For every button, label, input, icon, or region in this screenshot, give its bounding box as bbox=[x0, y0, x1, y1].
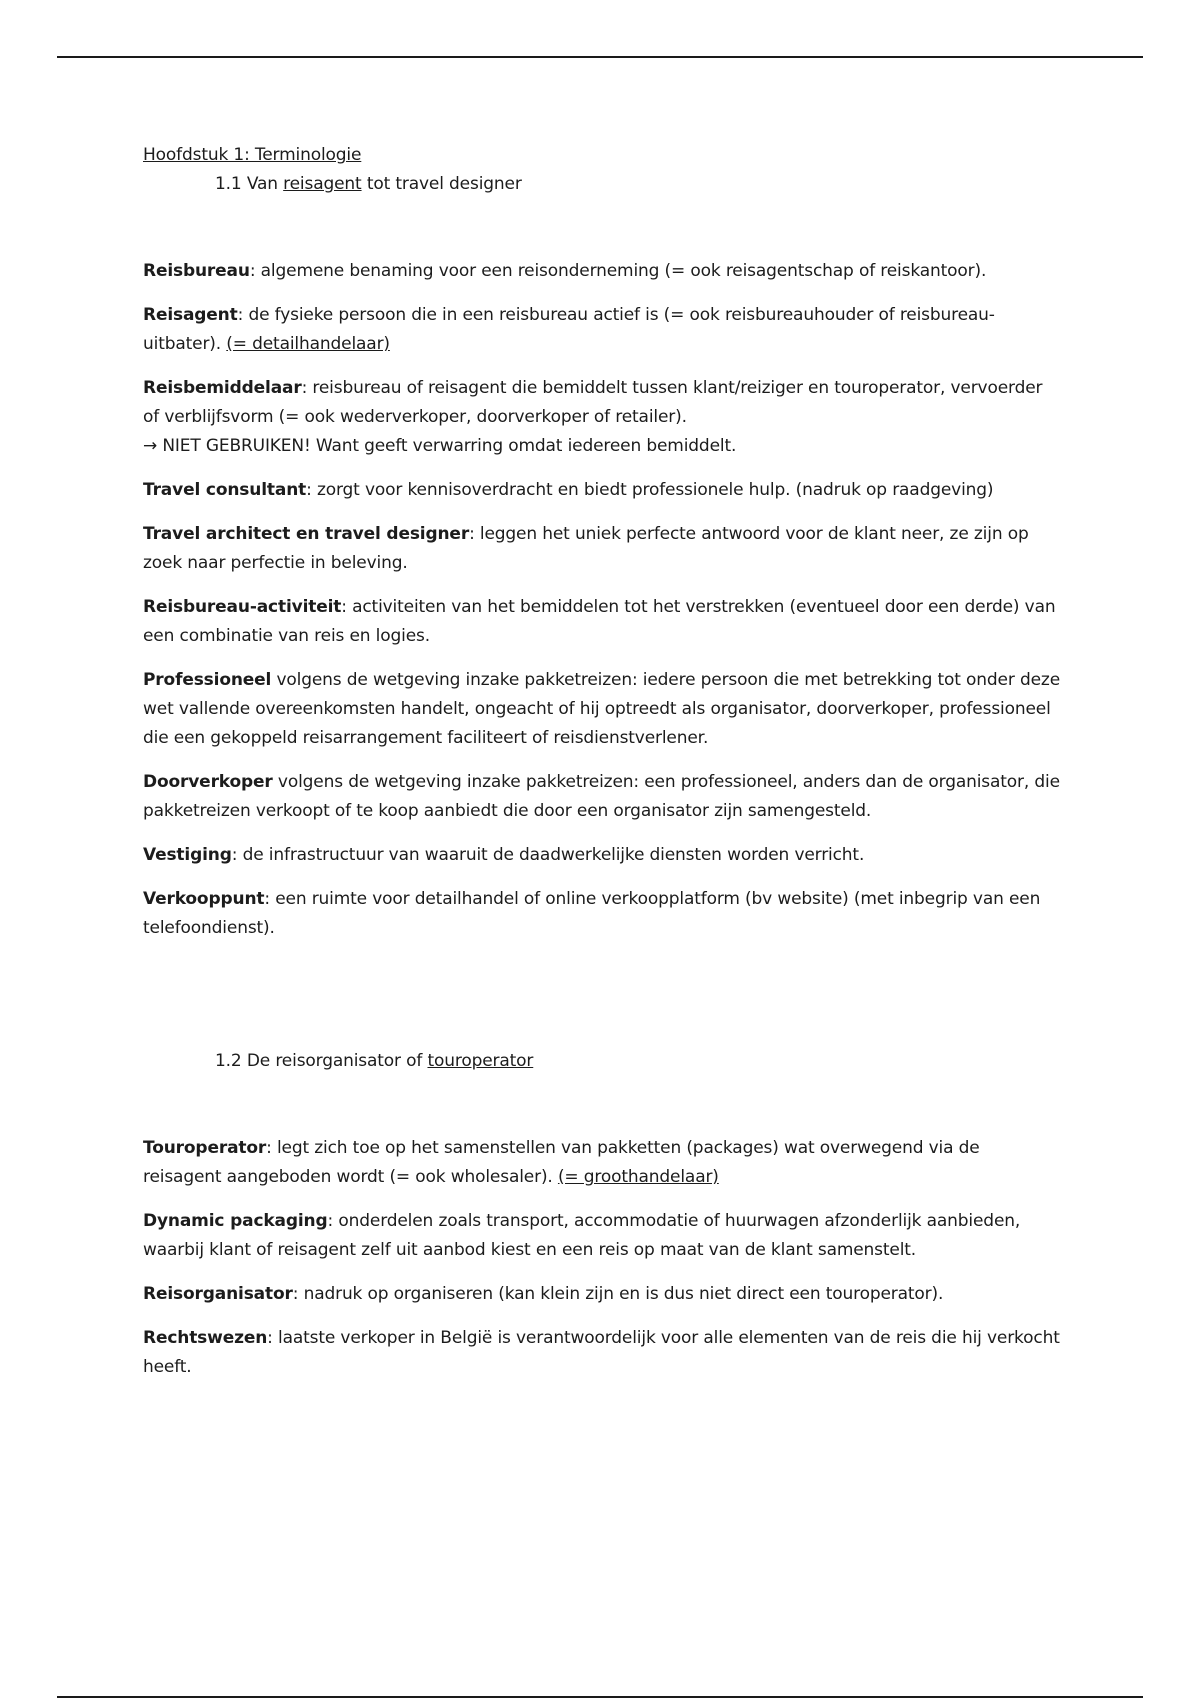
definition-term: Rechtswezen bbox=[143, 1328, 268, 1348]
definition-term: Travel consultant bbox=[143, 480, 307, 500]
definition-text: volgens de wetgeving inzake pakketreizen: een professioneel, anders dan de organisator, die pakketreizen verkoopt of te koop aanbiedt die door een organisator zijn samengesteld. bbox=[143, 772, 1060, 821]
definition-text: : zorgt voor kennisoverdracht en biedt professionele hulp. (nadruk op raadgeving) bbox=[306, 480, 994, 500]
section-spacer bbox=[143, 943, 1063, 1047]
definition-dynamic-packaging bbox=[143, 1207, 1063, 1265]
definition-reisorganisator bbox=[143, 1280, 1063, 1309]
section-number-text: 1.1 Van bbox=[215, 174, 284, 194]
definition-term: Reisagent bbox=[143, 305, 238, 325]
document-body bbox=[143, 141, 1063, 1382]
definition-vestiging bbox=[143, 841, 1063, 870]
definition-term: Travel architect en travel designer bbox=[143, 524, 470, 544]
definition-text: : activiteiten van het bemiddelen tot het verstrekken (eventueel door een derde) van een combinatie van reis en logies. bbox=[143, 597, 1056, 646]
definition-term: Reisorganisator bbox=[143, 1284, 293, 1304]
definition-text: : de infrastructuur van waaruit de daadwerkelijke diensten worden verricht. bbox=[231, 845, 865, 865]
definition-doorverkoper bbox=[143, 768, 1063, 826]
definition-rechtswezen bbox=[143, 1324, 1063, 1382]
definition-reisbureau bbox=[143, 257, 1063, 286]
section-heading-rest: tot travel designer bbox=[361, 174, 522, 194]
section-number-text: 1.2 De reisorganisator of bbox=[215, 1051, 428, 1071]
definition-professioneel bbox=[143, 666, 1063, 753]
footer-rule bbox=[57, 1696, 1143, 1698]
section-heading-1-1 bbox=[215, 170, 1063, 199]
header-rule bbox=[57, 56, 1143, 58]
definition-term: Doorverkoper bbox=[143, 772, 273, 792]
definition-verkooppunt bbox=[143, 885, 1063, 943]
definition-reisbureau-activiteit bbox=[143, 593, 1063, 651]
definition-warning-note: → NIET GEBRUIKEN! Want geeft verwarring omdat iedereen bemiddelt. bbox=[143, 436, 737, 456]
definition-text: : een ruimte voor detailhandel of online verkoopplatform (bv website) (met inbegrip van een telefoondienst). bbox=[143, 889, 1041, 938]
definition-text: : laatste verkoper in België is verantwoordelijk voor alle elementen van de reis die hij verkocht heeft. bbox=[143, 1328, 1060, 1377]
definition-term: Reisbureau-activiteit bbox=[143, 597, 342, 617]
definition-text: : reisbureau of reisagent die bemiddelt tussen klant/reiziger en touroperator, vervoerder of verblijfsvorm (= ook wederverkoper, doorverkoper of retailer). bbox=[143, 378, 1043, 427]
definition-text: : onderdelen zoals transport, accommodatie of huurwagen afzonderlijk aanbieden, waarbij klant of reisagent zelf uit aanbod kiest en een reis op maat van de klant samenstelt. bbox=[143, 1211, 1021, 1260]
definition-travel-architect bbox=[143, 520, 1063, 578]
definition-text: : nadruk op organiseren (kan klein zijn en is dus niet direct een touroperator). bbox=[292, 1284, 944, 1304]
definition-term: Reisbemiddelaar bbox=[143, 378, 302, 398]
section-underlined-term: touroperator bbox=[427, 1051, 534, 1071]
definition-term: Dynamic packaging bbox=[143, 1211, 328, 1231]
definition-underlined-note: (= detailhandelaar) bbox=[226, 334, 390, 354]
section-heading-1-2 bbox=[215, 1047, 1063, 1076]
definition-term: Vestiging bbox=[143, 845, 232, 865]
definition-term: Reisbureau bbox=[143, 261, 250, 281]
section-underlined-term: reisagent bbox=[283, 174, 362, 194]
definition-text: volgens de wetgeving inzake pakketreizen: iedere persoon die met betrekking tot onder deze wet vallende overeenkomsten handelt, ongeacht of hij optreedt als organisator, doorverkoper, professioneel die een gekoppeld reisarrangement faciliteert of reisdienstverlener. bbox=[143, 670, 1060, 748]
definition-text: : de fysieke persoon die in een reisbureau actief is (= ook reisbureauhouder of reisbureau-uitbater). bbox=[143, 305, 995, 354]
definition-reisbemiddelaar bbox=[143, 374, 1063, 461]
definition-term: Professioneel bbox=[143, 670, 272, 690]
definition-text: : leggen het uniek perfecte antwoord voor de klant neer, ze zijn op zoek naar perfectie in beleving. bbox=[143, 524, 1029, 573]
definition-touroperator bbox=[143, 1134, 1063, 1192]
chapter-title: Hoofdstuk 1: Terminologie bbox=[143, 145, 362, 165]
definition-travel-consultant bbox=[143, 476, 1063, 505]
definition-reisagent bbox=[143, 301, 1063, 359]
definition-term: Touroperator bbox=[143, 1138, 267, 1158]
definition-text: : algemene benaming voor een reisonderneming (= ook reisagentschap of reiskantoor). bbox=[249, 261, 987, 281]
definition-term: Verkooppunt bbox=[143, 889, 265, 909]
definition-text: : legt zich toe op het samenstellen van pakketten (packages) wat overwegend via de reisagent aangeboden wordt (= ook wholesaler). bbox=[143, 1138, 980, 1187]
definition-underlined-note: (= groothandelaar) bbox=[557, 1167, 719, 1187]
